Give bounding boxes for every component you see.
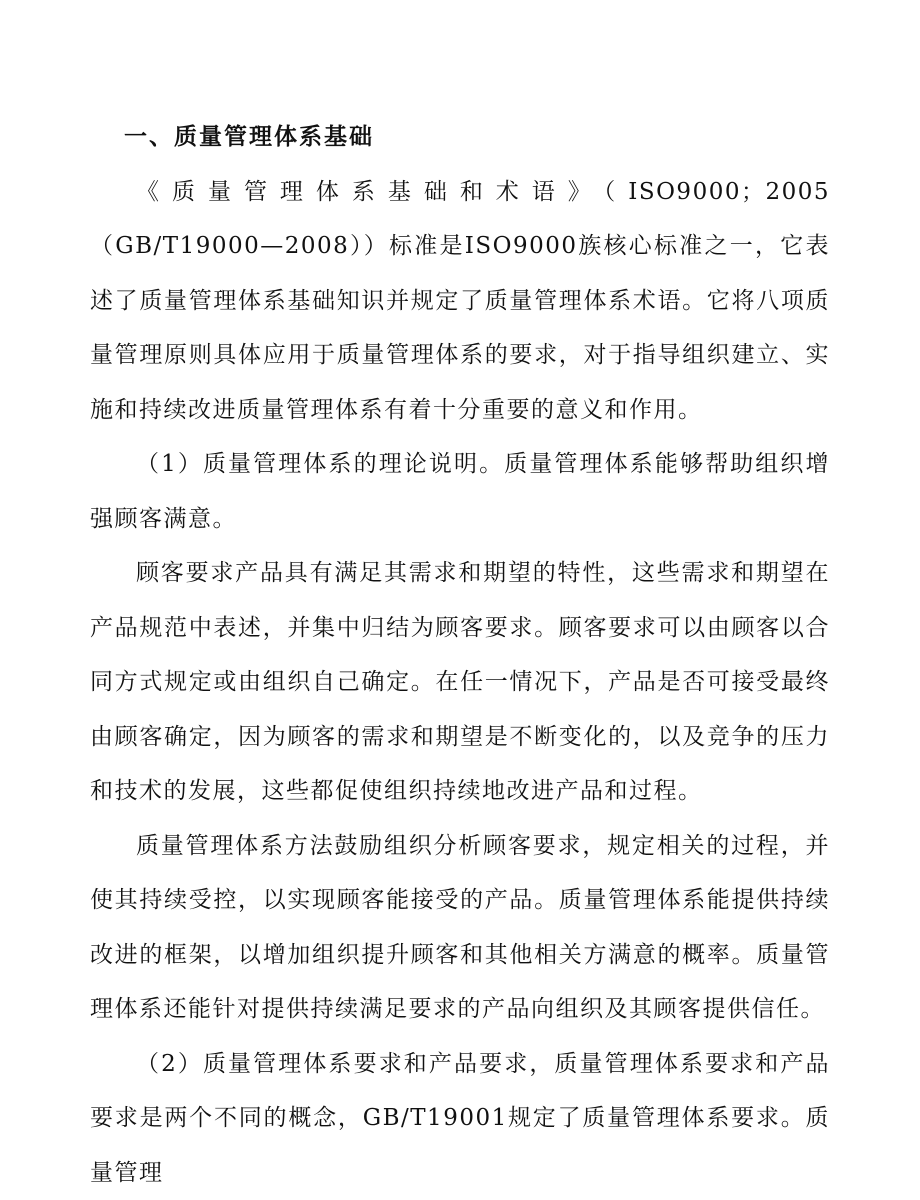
section-heading: 一、质量管理体系基础 — [90, 110, 830, 165]
document-body — [90, 110, 830, 1200]
paragraph-qms-vs-product-requirements: （2）质量管理体系要求和产品要求，质量管理体系要求和产品要求是两个不同的概念，GB/T19001规定了质量管理体系要求。质量管理 — [90, 1037, 830, 1200]
paragraph-customer-requirements: 顾客要求产品具有满足其需求和期望的特性，这些需求和期望在产品规范中表述，并集中归结为顾客要求。顾客要求可以由顾客以合同方式规定或由组织自己确定。在任一情况下，产品是否可接受最终由顾客确定，因为顾客的需求和期望是不断变化的，以及竞争的压力和技术的发展，这些都促使组织持续地改进产品和过程。 — [90, 546, 830, 819]
paragraph-iso9000-intro: 《质量管理体系基础和术语》（ISO9000；2005（GB/T19000—2008））标准是ISO9000族核心标准之一，它表述了质量管理体系基础知识并规定了质量管理体系术语。它将八项质量管理原则具体应用于质量管理体系的要求，对于指导组织建立、实施和持续改进质量管理体系有着十分重要的意义和作用。 — [90, 165, 830, 438]
paragraph-theory-explanation: （1）质量管理体系的理论说明。质量管理体系能够帮助组织增强顾客满意。 — [90, 437, 830, 546]
paragraph-qms-approach: 质量管理体系方法鼓励组织分析顾客要求，规定相关的过程，并使其持续受控，以实现顾客能接受的产品。质量管理体系能提供持续改进的框架，以增加组织提升顾客和其他相关方满意的概率。质量管理体系还能针对提供持续满足要求的产品向组织及其顾客提供信任。 — [90, 819, 830, 1037]
